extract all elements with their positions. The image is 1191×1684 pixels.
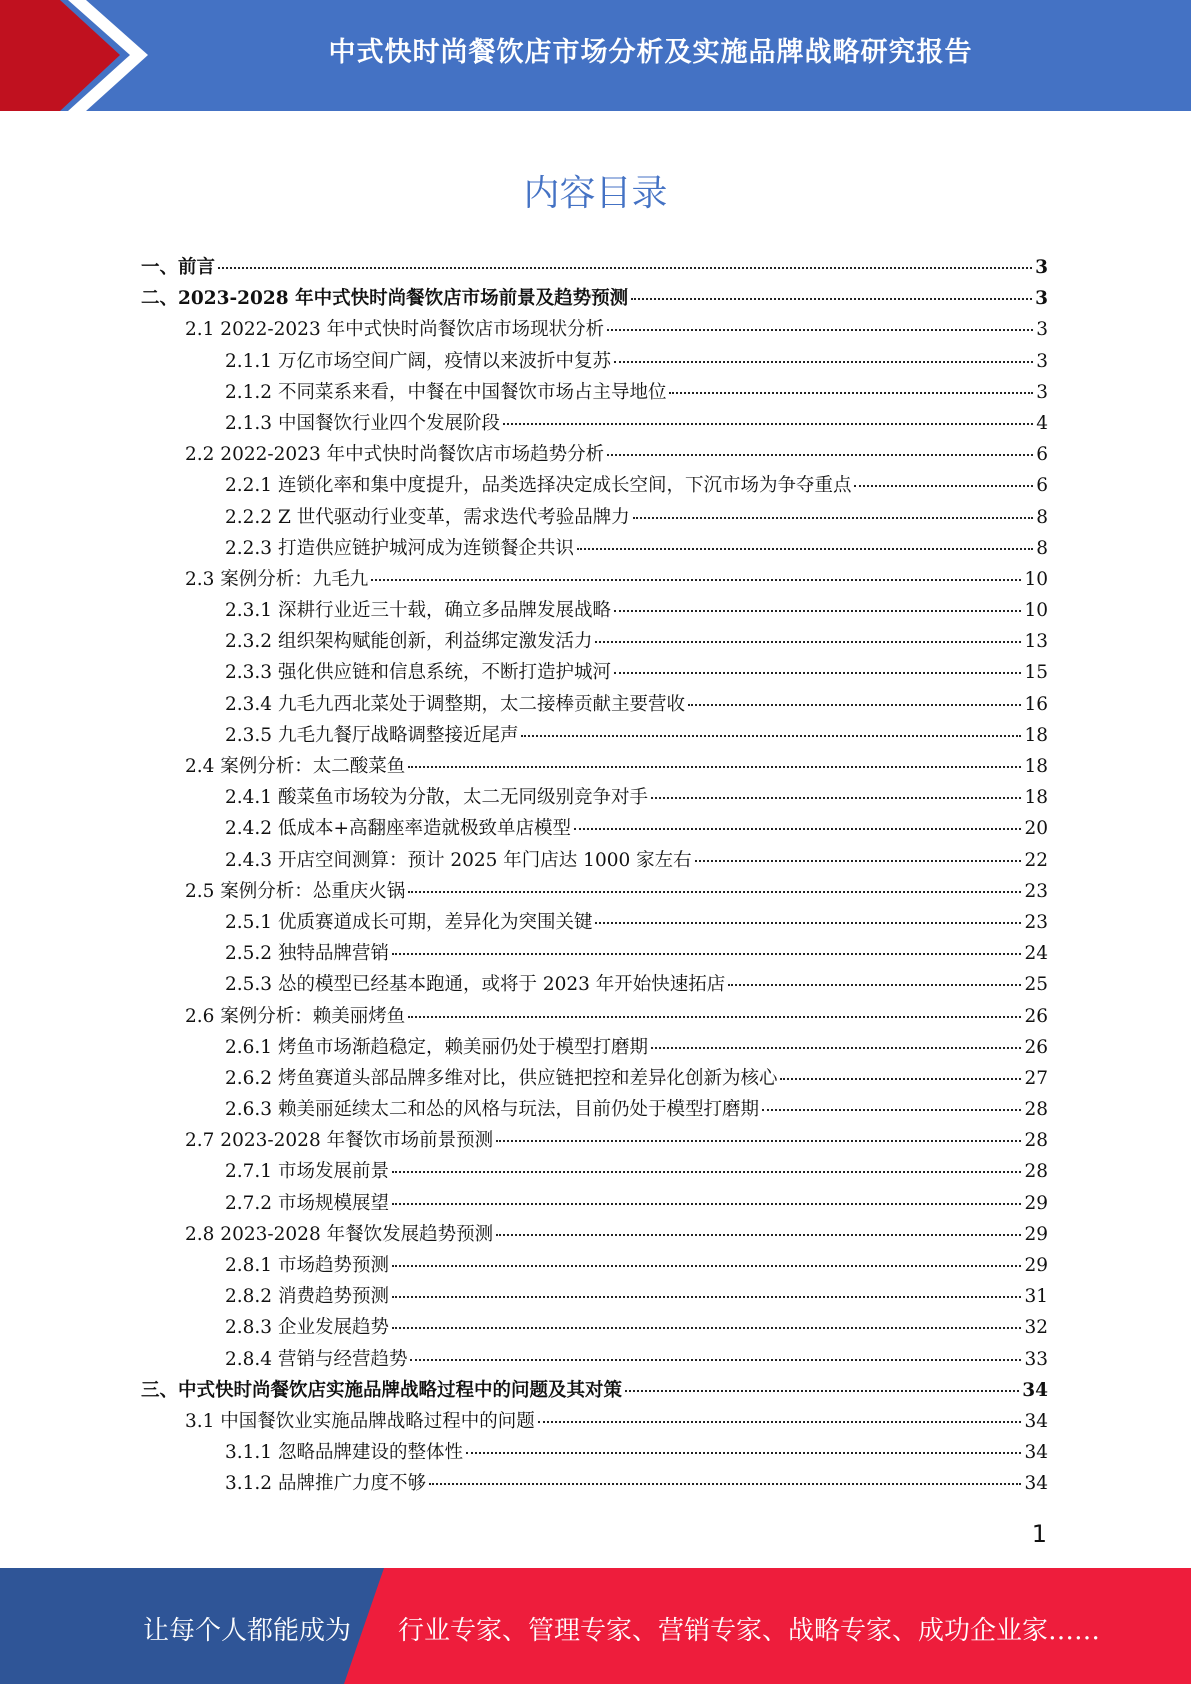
toc-entry-page: 22: [1024, 849, 1048, 871]
toc-entry-page: 6: [1036, 444, 1048, 466]
toc-entry-page: 3: [1036, 350, 1048, 372]
toc-entry[interactable]: [141, 752, 1048, 783]
toc-entry-label: 2.6 案例分析：赖美丽烤鱼: [185, 1005, 406, 1027]
toc-entry[interactable]: [141, 315, 1048, 346]
toc-entry-page: 27: [1024, 1067, 1048, 1089]
toc-entry-page: 3: [1036, 319, 1048, 341]
toc-entry-page: 34: [1024, 1442, 1048, 1464]
toc-entry[interactable]: [141, 939, 1048, 970]
toc-entry-label: 2.5 案例分析：怂重庆火锅: [185, 880, 406, 902]
toc-dot-leader: [503, 423, 1033, 425]
toc-entry-page: 28: [1024, 1099, 1048, 1121]
toc-dot-leader: [408, 891, 1021, 893]
toc-entry-label: 2.1.2 不同菜系来看，中餐在中国餐饮市场占主导地位: [225, 381, 667, 403]
toc-entry[interactable]: [141, 534, 1048, 565]
toc-dot-leader: [595, 922, 1021, 924]
footer-expert-list: 行业专家、管理专家、营销专家、战略专家、成功企业家……: [398, 1616, 1101, 1646]
toc-dot-leader: [688, 704, 1021, 706]
toc-entry-label: 2.1.3 中国餐饮行业四个发展阶段: [225, 412, 500, 434]
toc-entry-label: 2.5.3 怂的模型已经基本跑通，或将于 2023 年开始快速拓店: [225, 974, 726, 996]
toc-entry-page: 28: [1024, 1130, 1048, 1152]
toc-entry[interactable]: [141, 1469, 1048, 1500]
toc-entry-label: 一、前言: [141, 257, 216, 278]
toc-entry-page: 34: [1022, 1379, 1048, 1401]
toc-entry-label: 3.1.1 忽略品牌建设的整体性: [225, 1442, 463, 1464]
toc-entry[interactable]: [141, 1033, 1048, 1064]
toc-dot-leader: [633, 517, 1034, 519]
toc-entry[interactable]: [141, 1313, 1048, 1344]
toc-entry[interactable]: [141, 658, 1048, 689]
toc-entry-page: 3: [1035, 257, 1048, 278]
page-header: [0, 0, 1191, 111]
toc-entry-label: 2.5.2 独特品牌营销: [225, 943, 389, 965]
toc-entry-page: 31: [1024, 1286, 1048, 1308]
toc-dot-leader: [371, 579, 1021, 581]
toc-dot-leader: [651, 797, 1021, 799]
toc-heading: 内容目录: [523, 173, 668, 214]
toc-entry[interactable]: [141, 284, 1048, 315]
toc-entry-page: 29: [1024, 1192, 1048, 1214]
toc-entry-page: 23: [1024, 911, 1048, 933]
toc-entry-page: 29: [1024, 1223, 1048, 1245]
toc-entry-page: 18: [1024, 724, 1048, 746]
toc-dot-leader: [496, 1140, 1021, 1142]
footer-slogan: 让每个人都能成为: [143, 1616, 352, 1646]
toc-dot-leader: [410, 1359, 1021, 1361]
toc-entry-page: 10: [1024, 600, 1048, 622]
toc-dot-leader: [392, 1327, 1021, 1329]
toc-entry-label: 2.5.1 优质赛道成长可期，差异化为突围关键: [225, 911, 593, 933]
toc-entry-label: 2.8 2023-2028 年餐饮发展趋势预测: [185, 1223, 494, 1245]
toc-dot-leader: [854, 485, 1033, 487]
toc-entry-page: 32: [1024, 1317, 1048, 1339]
toc-dot-leader: [392, 1171, 1021, 1173]
toc-entry-label: 2.3.2 组织架构赋能创新，利益绑定激发活力: [225, 631, 593, 653]
toc-entry-page: 18: [1024, 787, 1048, 809]
toc-entry-label: 二、2023-2028 年中式快时尚餐饮店市场前景及趋势预测: [141, 288, 629, 310]
document-title: 中式快时尚餐饮店市场分析及实施品牌战略研究报告: [328, 37, 973, 68]
toc-entry-label: 2.7.1 市场发展前景: [225, 1161, 389, 1183]
toc-entry-page: 8: [1036, 537, 1048, 559]
toc-entry-page: 10: [1024, 568, 1048, 590]
toc-dot-leader: [651, 1047, 1021, 1049]
toc-dot-leader: [577, 548, 1033, 550]
toc-entry[interactable]: [141, 1126, 1048, 1157]
toc-dot-leader: [625, 1390, 1019, 1392]
toc-entry-label: 2.2 2022-2023 年中式快时尚餐饮店市场趋势分析: [185, 444, 605, 466]
toc-dot-leader: [728, 984, 1021, 986]
toc-entry-label: 2.3 案例分析：九毛九: [185, 568, 369, 590]
toc-entry[interactable]: [141, 908, 1048, 939]
toc-entry-page: 20: [1024, 818, 1048, 840]
toc-dot-leader: [762, 1109, 1021, 1111]
toc-entry-page: 4: [1036, 412, 1048, 434]
toc-entry-label: 2.8.2 消费趋势预测: [225, 1286, 389, 1308]
toc-dot-leader: [392, 1203, 1021, 1205]
toc-entry-label: 3.1.2 品牌推广力度不够: [225, 1473, 426, 1495]
toc-dot-leader: [669, 392, 1033, 394]
toc-entry-page: 28: [1024, 1161, 1048, 1183]
toc-dot-leader: [392, 953, 1021, 955]
toc-entry[interactable]: [141, 253, 1048, 284]
toc-entry[interactable]: [141, 1251, 1048, 1282]
toc-dot-leader: [218, 267, 1032, 269]
toc-entry-label: 2.3.1 深耕行业近三十载，确立多品牌发展战略: [225, 600, 611, 622]
toc-entry[interactable]: [141, 565, 1048, 596]
toc-entry-label: 2.7.2 市场规模展望: [225, 1192, 389, 1214]
toc-entry-page: 24: [1024, 943, 1048, 965]
toc-entry[interactable]: [141, 1157, 1048, 1188]
toc-entry[interactable]: [141, 1345, 1048, 1376]
toc-entry[interactable]: [141, 721, 1048, 752]
toc-entry-page: 3: [1035, 288, 1048, 310]
toc-entry[interactable]: [141, 970, 1048, 1001]
toc-entry[interactable]: [141, 846, 1048, 877]
toc-entry-page: 16: [1024, 693, 1048, 715]
toc-entry-label: 2.4.2 低成本+高翻座率造就极致单店模型: [225, 818, 571, 840]
toc-entry[interactable]: [141, 1407, 1048, 1438]
toc-entry[interactable]: [141, 1282, 1048, 1313]
toc-dot-leader: [780, 1078, 1021, 1080]
toc-entry-page: 23: [1024, 880, 1048, 902]
toc-entry[interactable]: [141, 814, 1048, 845]
toc-dot-leader: [429, 1483, 1021, 1485]
toc-entry-label: 三、中式快时尚餐饮店实施品牌战略过程中的问题及其对策: [141, 1379, 623, 1401]
toc-entry-label: 2.4.1 酸菜鱼市场较为分散，太二无同级别竞争对手: [225, 787, 648, 809]
toc-entry[interactable]: [141, 347, 1048, 378]
toc-entry[interactable]: [141, 1220, 1048, 1251]
toc-dot-leader: [496, 1234, 1021, 1236]
toc-dot-leader: [392, 1296, 1021, 1298]
toc-dot-leader: [614, 361, 1033, 363]
toc-entry[interactable]: [141, 409, 1048, 440]
toc-entry[interactable]: [141, 1438, 1048, 1469]
toc-dot-leader: [614, 610, 1021, 612]
toc-entry-page: 6: [1036, 475, 1048, 497]
toc-entry-page: 25: [1024, 974, 1048, 996]
toc-entry-label: 2.8.4 营销与经营趋势: [225, 1348, 408, 1370]
toc-entry[interactable]: [141, 783, 1048, 814]
toc-dot-leader: [408, 1016, 1021, 1018]
page-number: 1: [1031, 1520, 1047, 1548]
toc-entry-label: 2.4 案例分析：太二酸菜鱼: [185, 756, 406, 777]
toc-entry-label: 2.6.2 烤鱼赛道头部品牌多维对比，供应链把控和差异化创新为核心: [225, 1067, 778, 1089]
toc-dot-leader: [607, 329, 1033, 331]
toc-entry-page: 29: [1024, 1255, 1048, 1276]
toc-entry[interactable]: [141, 1064, 1048, 1095]
toc-entry-label: 2.2.2 Z 世代驱动行业变革，需求迭代考验品牌力: [225, 506, 630, 528]
toc-dot-leader: [408, 766, 1021, 768]
toc-entry[interactable]: [141, 596, 1048, 627]
toc-dot-leader: [695, 860, 1022, 862]
toc-entry[interactable]: [141, 503, 1048, 534]
toc-entry[interactable]: [141, 877, 1048, 908]
toc-entry-page: 18: [1024, 756, 1048, 777]
toc-dot-leader: [614, 672, 1021, 674]
toc-entry-page: 15: [1024, 662, 1048, 684]
toc-entry-page: 8: [1036, 506, 1048, 528]
toc-entry-label: 2.4.3 开店空间测算：预计 2025 年门店达 1000 家左右: [225, 849, 692, 871]
toc-entry-label: 3.1 中国餐饮业实施品牌战略过程中的问题: [185, 1410, 535, 1432]
toc-entry[interactable]: [141, 690, 1048, 721]
toc-entry[interactable]: [141, 627, 1048, 658]
toc-entry[interactable]: [141, 440, 1048, 471]
toc-entry[interactable]: [141, 1002, 1048, 1033]
toc-entry-page: 26: [1024, 1005, 1048, 1027]
toc-entry-page: 34: [1024, 1473, 1048, 1495]
toc-dot-leader: [521, 735, 1021, 737]
toc-entry-page: 3: [1036, 381, 1048, 403]
toc-dot-leader: [392, 1265, 1021, 1267]
toc-entry-label: 2.8.3 企业发展趋势: [225, 1317, 389, 1339]
toc-entry-label: 2.2.3 打造供应链护城河成为连锁餐企共识: [225, 537, 574, 559]
toc-entry-label: 2.8.1 市场趋势预测: [225, 1255, 389, 1276]
toc-entry-page: 33: [1024, 1348, 1048, 1370]
toc-dot-leader: [574, 828, 1021, 830]
toc-entry[interactable]: [141, 1376, 1048, 1407]
toc-entry-label: 2.3.4 九毛九西北菜处于调整期，太二接棒贡献主要营收: [225, 693, 685, 715]
toc-entry-label: 2.2.1 连锁化率和集中度提升，品类选择决定成长空间，下沉市场为争夺重点: [225, 475, 852, 497]
page-footer: [0, 1568, 1191, 1684]
toc-entry-label: 2.3.5 九毛九餐厅战略调整接近尾声: [225, 724, 519, 746]
toc-dot-leader: [466, 1452, 1021, 1454]
toc-dot-leader: [607, 454, 1033, 456]
toc-dot-leader: [631, 298, 1032, 300]
toc-dot-leader: [538, 1421, 1022, 1423]
toc-entry-label: 2.6.3 赖美丽延续太二和怂的风格与玩法，目前仍处于模型打磨期: [225, 1099, 759, 1121]
toc-entry-page: 34: [1024, 1410, 1048, 1432]
toc-entry-page: 26: [1024, 1036, 1048, 1058]
toc-entry[interactable]: [141, 378, 1048, 409]
toc-entry-label: 2.7 2023-2028 年餐饮市场前景预测: [185, 1130, 494, 1152]
toc-entry-label: 2.1.1 万亿市场空间广阔，疫情以来波折中复苏: [225, 350, 611, 372]
toc-entry-label: 2.6.1 烤鱼市场渐趋稳定，赖美丽仍处于模型打磨期: [225, 1036, 648, 1058]
toc-entry-label: 2.3.3 强化供应链和信息系统，不断打造护城河: [225, 662, 611, 684]
toc-dot-leader: [595, 641, 1021, 643]
table-of-contents: [141, 253, 1048, 1501]
toc-entry[interactable]: [141, 1095, 1048, 1126]
toc-entry[interactable]: [141, 471, 1048, 502]
toc-entry[interactable]: [141, 1189, 1048, 1220]
toc-entry-page: 13: [1024, 631, 1048, 653]
toc-entry-label: 2.1 2022-2023 年中式快时尚餐饮店市场现状分析: [185, 319, 605, 341]
